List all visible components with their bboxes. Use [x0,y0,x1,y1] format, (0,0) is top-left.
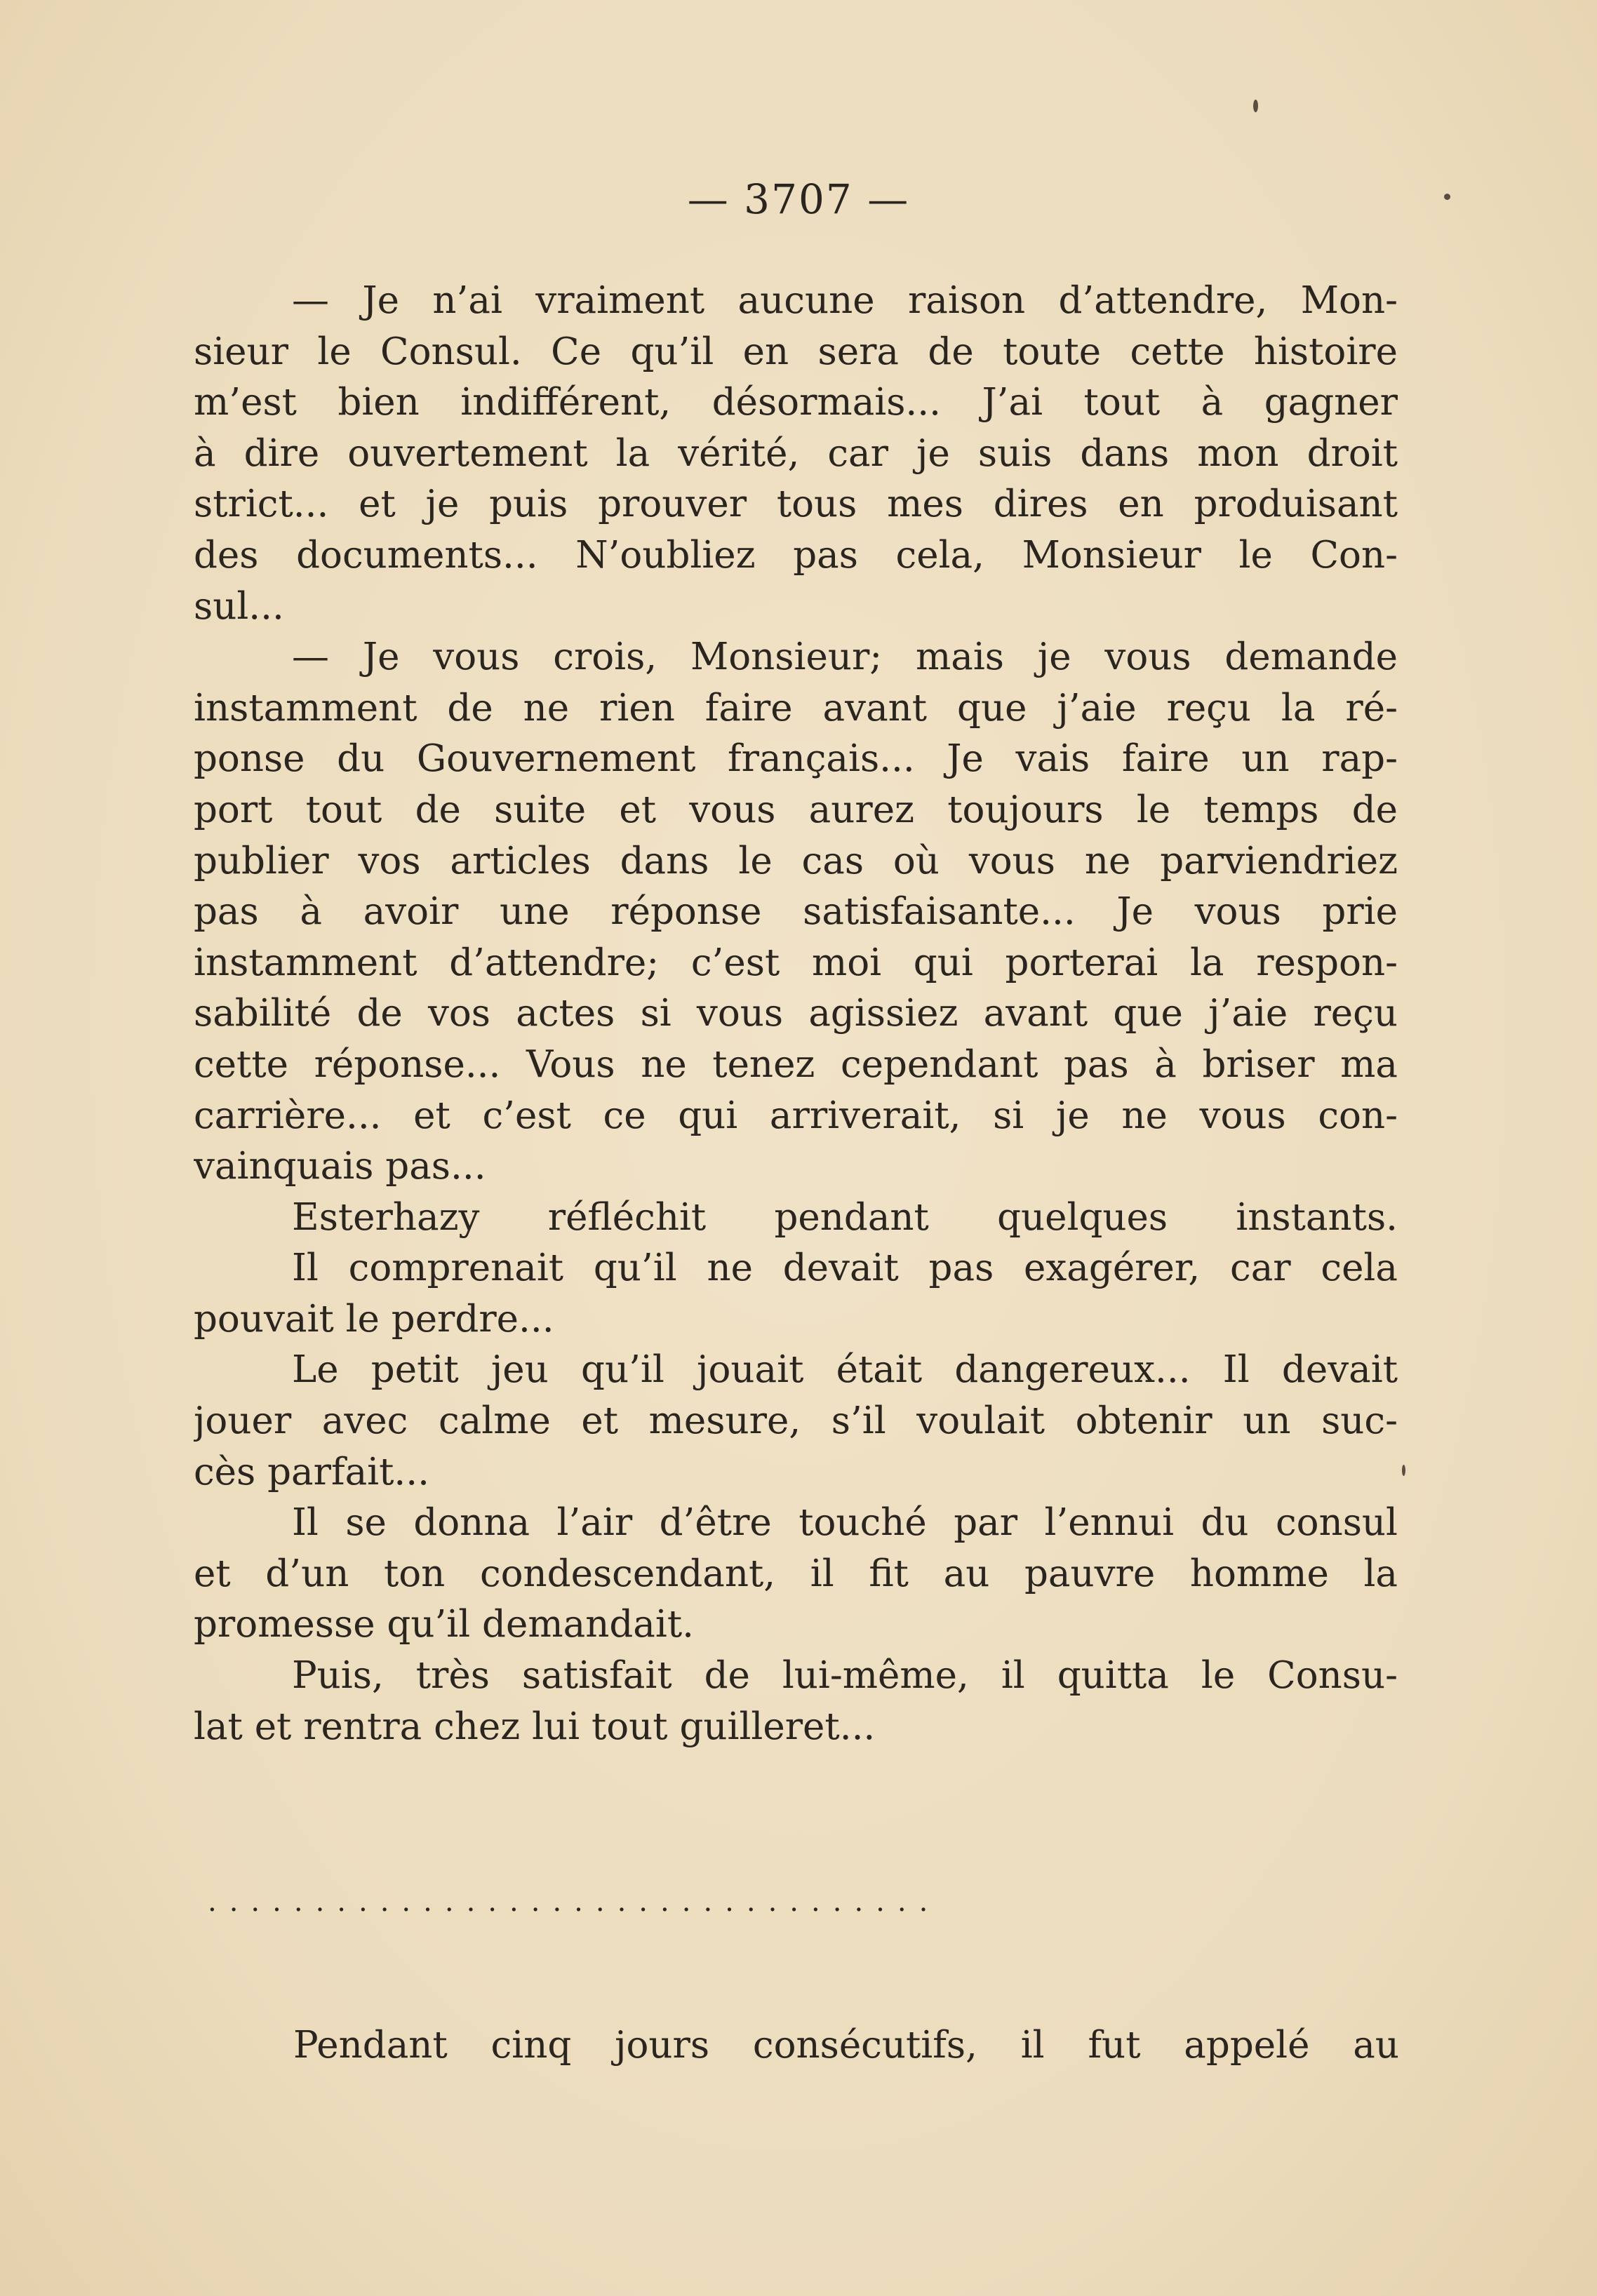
text-line: Il se donna l’air d’être touché par l’ennui du consul [292,1501,1398,1545]
text-line: instamment de ne rien faire avant que j’aie reçu la ré- [194,686,1398,730]
text-line: et d’un ton condescendant, il fit au pauvre homme la [194,1552,1398,1595]
text-line: pouvait le perdre... [194,1297,554,1341]
continuation-line: Pendant cinq jours consécutifs, il fut appelé au [293,2024,1399,2067]
dotted-separator: .................................. [208,1886,941,1918]
text-line: cès parfait... [194,1450,429,1493]
body-text [194,276,1398,1752]
text-line: à dire ouvertement la vérité, car je suis dans mon droit [194,431,1398,475]
text-line: jouer avec calme et mesure, s’il voulait obtenir un suc- [194,1399,1398,1443]
text-line: promesse qu’il demandait. [194,1603,694,1646]
text-line: m’est bien indifférent, désormais... J’ai tout à gagner [194,381,1398,424]
text-line: publier vos articles dans le cas où vous ne parviendriez [194,839,1398,882]
text-line: cette réponse... Vous ne tenez cependant pas à briser ma [194,1042,1398,1086]
text-line: pas à avoir une réponse satisfaisante... Je vous prie [194,890,1398,934]
text-line: carrière... et c’est ce qui arriverait, si je ne vous con- [194,1094,1398,1137]
text-line: Il comprenait qu’il ne devait pas exagérer, car cela [292,1247,1398,1290]
text-line: sabilité de vos actes si vous agissiez avant que j’aie reçu [194,992,1398,1035]
text-line: — Je vous crois, Monsieur; mais je vous demande [292,636,1398,679]
text-line: port tout de suite et vous aurez toujours le temps de [194,788,1398,831]
text-line: sieur le Consul. Ce qu’il en sera de toute cette histoire [194,330,1398,373]
text-line: vainquais pas... [194,1145,486,1188]
text-line: instamment d’attendre; c’est moi qui porterai la respon- [194,941,1398,984]
text-line: Le petit jeu qu’il jouait était dangereux... Il devait [292,1348,1398,1392]
text-line: lat et rentra chez lui tout guilleret... [194,1705,876,1748]
text-line: sul... [194,584,284,628]
text-line: Esterhazy réfléchit pendant quelques instants. [292,1195,1398,1239]
ink-speck [1402,1465,1405,1476]
text-line: Puis, très satisfait de lui-même, il quitta le Consu- [292,1654,1398,1698]
text-line: ponse du Gouvernement français... Je vais faire un rap- [194,737,1398,781]
page-number: — 3707 — [687,175,910,223]
text-line: — Je n’ai vraiment aucune raison d’attendre, Mon- [292,279,1398,322]
ink-speck [1444,194,1450,200]
ink-speck [1253,100,1258,112]
text-line: des documents... N’oubliez pas cela, Monsieur le Con- [194,533,1398,577]
text-line: strict... et je puis prouver tous mes dires en produisant [194,483,1398,526]
